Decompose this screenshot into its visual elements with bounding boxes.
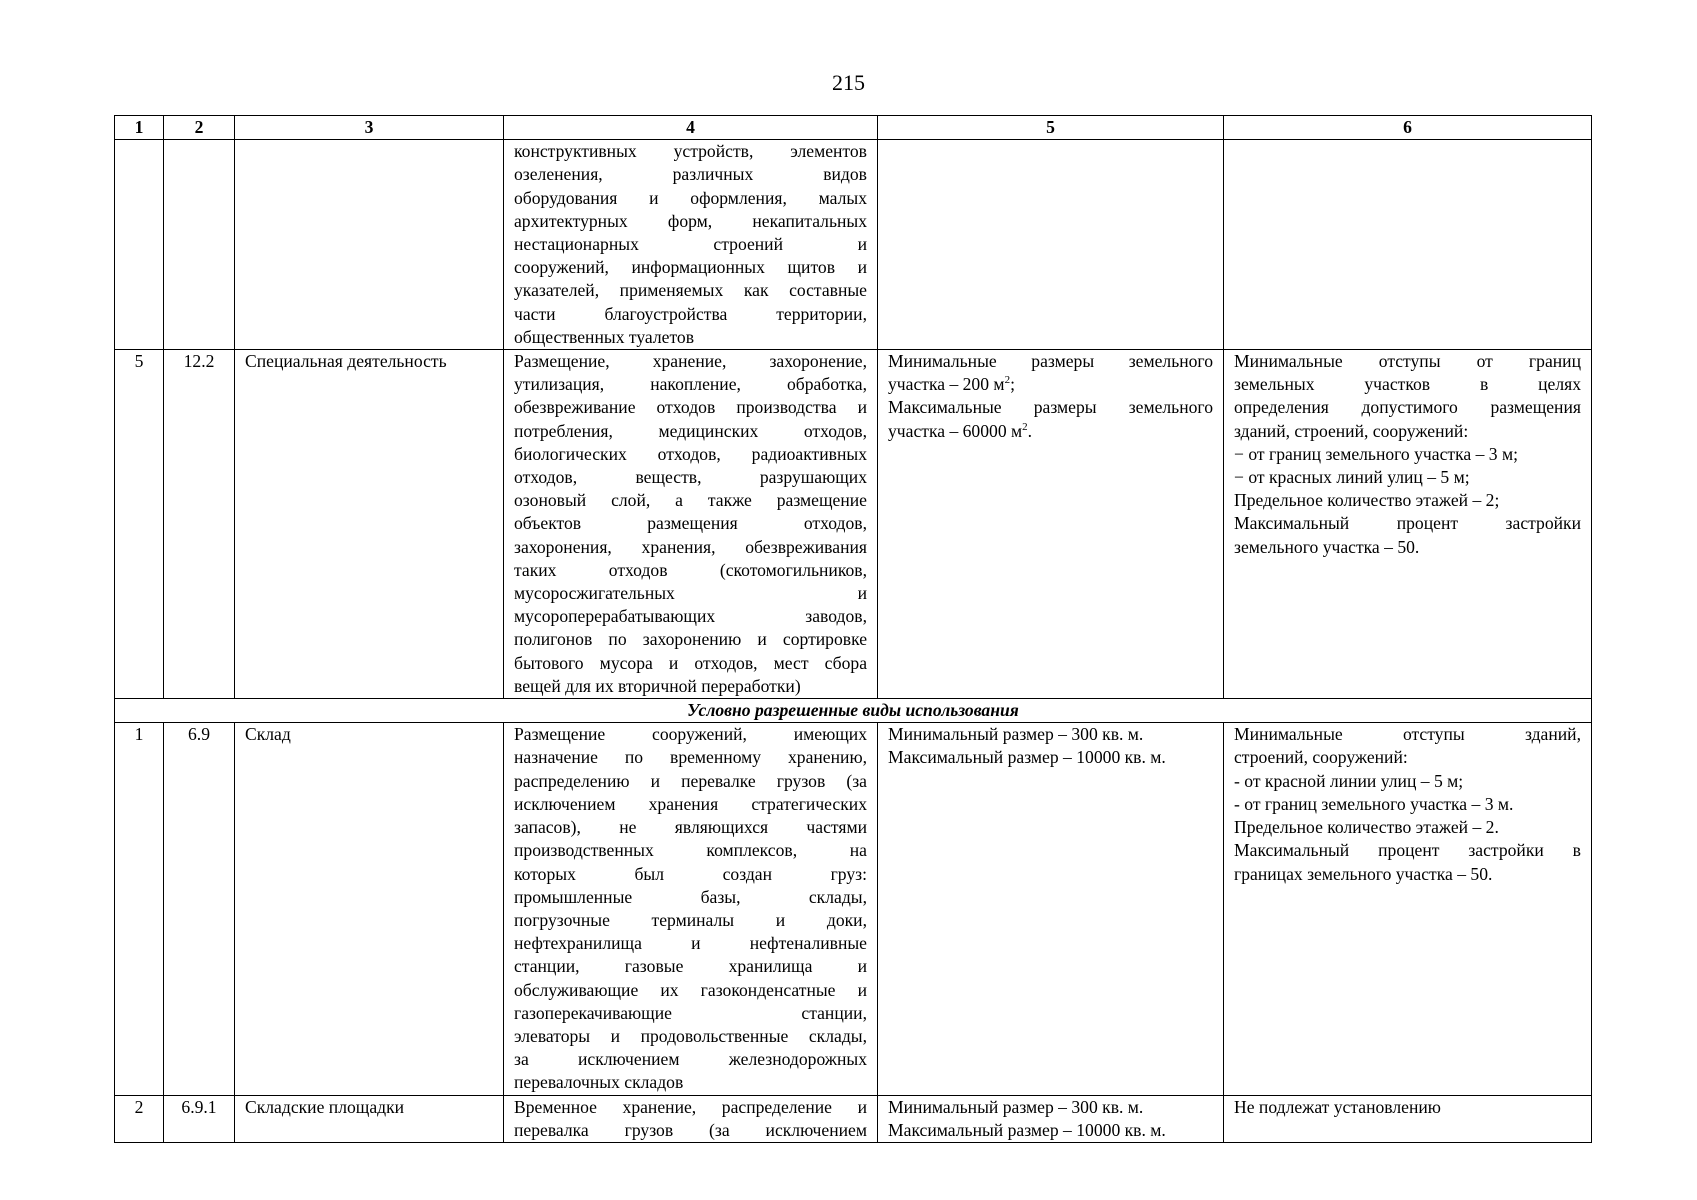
text-line: распределению и перевалке грузов (за (514, 770, 867, 791)
text-line: границах земельного участка – 50. (1234, 863, 1493, 884)
text-line: Максимальный процент застройки в (1234, 840, 1581, 861)
cell-size-params (878, 1095, 1224, 1142)
table-row-continuation (115, 140, 1592, 350)
cell-size-params (878, 723, 1224, 1095)
text-fragment: участка – 200 м (888, 374, 1005, 395)
text-line: газоперекачивающие станции, (514, 1002, 867, 1023)
cell-description (504, 140, 878, 350)
text-line: обезвреживание отходов производства и (514, 397, 867, 418)
cell-description (504, 723, 878, 1095)
cell-name: Складские площадки (235, 1095, 504, 1142)
text-line: Минимальный размер – 300 кв. м. (888, 1096, 1144, 1117)
text-line: нефтехранилища и нефтеналивные (514, 933, 867, 954)
text-line: Минимальные отступы зданий, (1234, 724, 1581, 745)
text-line: Минимальные отступы от границ (1234, 351, 1581, 372)
text-line: строений, сооружений: (1234, 747, 1408, 768)
text-line: части благоустройства территории, (514, 303, 867, 324)
text-line: − от красных линий улиц – 5 м; (1234, 467, 1470, 488)
cell-build-params (1224, 723, 1592, 1095)
text-line: полигонов по захоронению и сортировке (514, 629, 867, 650)
text-line: производственных комплексов, на (514, 840, 867, 861)
page-number: 215 (832, 70, 865, 95)
text-line: исключением хранения стратегических (514, 793, 867, 814)
text-line: озоновый слой, а также размещение (514, 490, 867, 511)
text-line: Предельное количество этажей – 2. (1234, 817, 1499, 838)
superscript: 2 (1022, 420, 1028, 433)
text-line: обслуживающие их газоконденсатные и (514, 979, 867, 1000)
text-line: Минимальный размер – 300 кв. м. (888, 724, 1144, 745)
section-row (115, 699, 1592, 723)
cell-name: Специальная деятельность (235, 350, 504, 699)
table-row-1 (115, 723, 1592, 1095)
text-line: Максимальные размеры земельного (888, 397, 1213, 418)
text-line: сооружений, информационных щитов и (514, 257, 867, 278)
header-cell-3: 3 (235, 116, 504, 140)
text-line: земельных участков в целях (1234, 374, 1581, 395)
cell-description (504, 1095, 878, 1142)
cell-build-params (1224, 350, 1592, 699)
text-line: Размещение, хранение, захоронение, (514, 351, 867, 372)
cell-code (164, 140, 235, 350)
cell-num: 1 (115, 723, 164, 1095)
text-line: назначение по временному хранению, (514, 747, 867, 768)
section-title: Условно разрешенные виды использования (115, 699, 1592, 723)
header-cell-1: 1 (115, 116, 164, 140)
text-line: запасов), не являющихся частями (514, 817, 867, 838)
text-line: определения допустимого размещения (1234, 397, 1581, 418)
text-fragment: ; (1010, 374, 1015, 395)
text-line: Максимальный процент застройки (1234, 513, 1581, 534)
text-line (888, 373, 1213, 396)
text-line: отходов, веществ, разрушающих (514, 467, 867, 488)
text-fragment: участка – 60000 м (888, 420, 1023, 441)
cell-build-params: Не подлежат установлению (1224, 1095, 1592, 1142)
cell-build-params (1224, 140, 1592, 350)
text-line: перевалка грузов (за исключением (514, 1119, 867, 1140)
text-line: оборудования и оформления, малых (514, 187, 867, 208)
table-row-5 (115, 350, 1592, 699)
cell-code: 6.9.1 (164, 1095, 235, 1142)
text-line: мусоросжигательных и (514, 583, 867, 604)
text-line: утилизация, накопление, обработка, (514, 374, 867, 395)
cell-description (504, 350, 878, 699)
text-line: вещей для их вторичной переработки) (514, 675, 801, 696)
land-use-table (114, 115, 1592, 1143)
text-line: перевалочных складов (514, 1072, 684, 1093)
text-line: Размещение сооружений, имеющих (514, 724, 867, 745)
cell-num: 5 (115, 350, 164, 699)
text-line: объектов размещения отходов, (514, 513, 867, 534)
cell-code: 6.9 (164, 723, 235, 1095)
text-line: станции, газовые хранилища и (514, 956, 867, 977)
text-line (888, 420, 1213, 443)
header-cell-6: 6 (1224, 116, 1592, 140)
text-line: Временное хранение, распределение и (514, 1096, 867, 1117)
cell-size-params (878, 350, 1224, 699)
cell-code: 12.2 (164, 350, 235, 699)
text-line: потребления, медицинских отходов, (514, 420, 867, 441)
text-fragment: . (1027, 420, 1033, 441)
text-line: озеленения, различных видов (514, 164, 867, 185)
text-line: биологических отходов, радиоактивных (514, 443, 867, 464)
text-line: - от границ земельного участка – 3 м. (1234, 793, 1514, 814)
text-line: которых был создан груз: (514, 863, 867, 884)
cell-num: 2 (115, 1095, 164, 1142)
text-line: зданий, строений, сооружений: (1234, 420, 1469, 441)
superscript: 2 (1004, 374, 1011, 387)
cell-num (115, 140, 164, 350)
header-row (115, 116, 1592, 140)
cell-name: Склад (235, 723, 504, 1095)
text-line: архитектурных форм, некапитальных (514, 210, 867, 231)
text-line: нестационарных строений и (514, 234, 867, 255)
text-line: промышленные базы, склады, (514, 886, 867, 907)
text-line: Минимальные размеры земельного (888, 351, 1213, 372)
text-line: за исключением железнодорожных (514, 1049, 867, 1070)
text-line: Максимальный размер – 10000 кв. м. (888, 1119, 1166, 1140)
table-row-2 (115, 1095, 1592, 1142)
text-line: Максимальный размер – 10000 кв. м. (888, 747, 1166, 768)
text-line: - от красной линии улиц – 5 м; (1234, 770, 1464, 791)
text-line: захоронения, хранения, обезвреживания (514, 536, 867, 557)
text-line: погрузочные терминалы и доки, (514, 909, 867, 930)
text-line: земельного участка – 50. (1234, 536, 1420, 557)
text-line: конструктивных устройств, элементов (514, 141, 867, 162)
text-line: мусороперерабатывающих заводов, (514, 606, 867, 627)
text-line: таких отходов (скотомогильников, (514, 559, 867, 580)
cell-name (235, 140, 504, 350)
text-line: элеваторы и продовольственные склады, (514, 1025, 867, 1046)
header-cell-2: 2 (164, 116, 235, 140)
text-line: бытового мусора и отходов, мест сбора (514, 652, 867, 673)
text-line: Предельное количество этажей – 2; (1234, 490, 1500, 511)
cell-size-params (878, 140, 1224, 350)
header-cell-4: 4 (504, 116, 878, 140)
text-line: − от границ земельного участка – 3 м; (1234, 443, 1518, 464)
header-cell-5: 5 (878, 116, 1224, 140)
text-line: общественных туалетов (514, 326, 695, 347)
text-line: указателей, применяемых как составные (514, 280, 867, 301)
